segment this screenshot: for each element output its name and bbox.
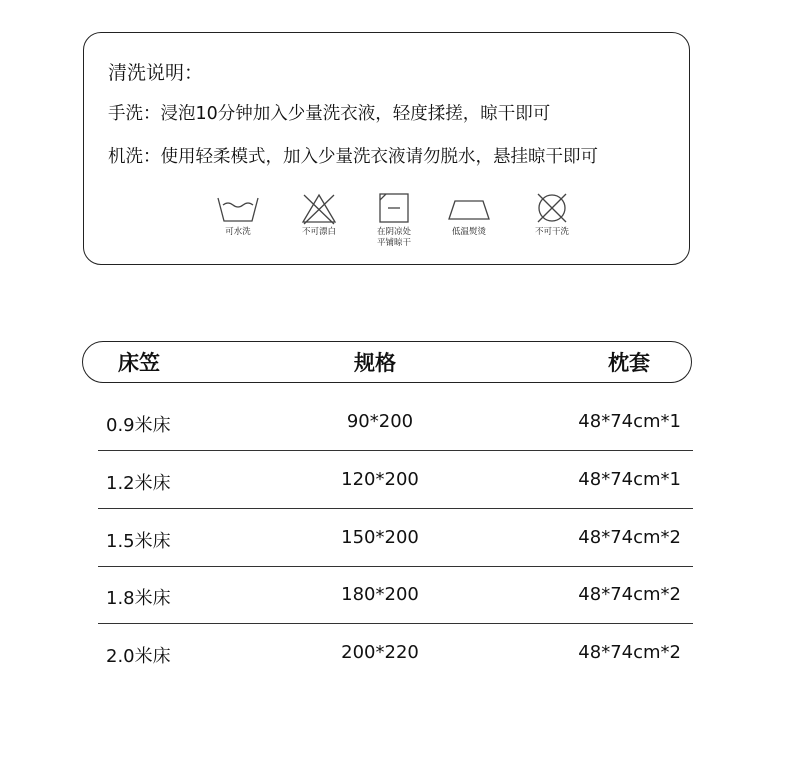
dry-flat-shade-icon xyxy=(377,191,411,225)
hand-wash-instruction: 手洗：浸泡10分钟加入少量洗衣液，轻度揉搓，晾干即可 xyxy=(108,104,551,124)
row-divider xyxy=(98,508,693,509)
pillowcase-cell: 48*74cm*1 xyxy=(578,469,681,490)
table-row xyxy=(98,625,693,682)
pillowcase-cell: 48*74cm*1 xyxy=(578,411,681,432)
no-dry-clean-icon xyxy=(534,191,570,225)
header-fitted-sheet: 床笠 xyxy=(118,351,160,375)
bed-size-cell: 1.5米床 xyxy=(106,531,171,552)
care-icon-label: 不可漂白 xyxy=(301,227,336,237)
table-row xyxy=(98,394,693,451)
row-divider xyxy=(98,450,693,451)
bed-size-cell: 1.2米床 xyxy=(106,473,171,494)
no-bleach-icon xyxy=(299,193,339,225)
care-icon-no-bleach xyxy=(284,193,354,238)
care-icon-washable xyxy=(203,193,273,238)
care-icon-low-iron xyxy=(434,193,504,238)
dimension-cell: 120*200 xyxy=(341,469,419,490)
care-icon-dry-flat-shade xyxy=(359,191,429,249)
header-size: 规格 xyxy=(354,351,396,375)
bed-size-cell: 2.0米床 xyxy=(106,646,171,667)
care-icon-label: 低温熨烫 xyxy=(451,227,486,237)
pillowcase-cell: 48*74cm*2 xyxy=(578,584,681,605)
table-row xyxy=(98,510,693,567)
washable-icon xyxy=(216,193,260,225)
bed-size-cell: 0.9米床 xyxy=(106,415,171,436)
size-table-header xyxy=(82,341,692,383)
care-icon-label: 在阴凉处 xyxy=(376,227,411,237)
care-instructions-box xyxy=(83,32,690,265)
care-title: 清洗说明： xyxy=(108,62,204,84)
pillowcase-cell: 48*74cm*2 xyxy=(578,527,681,548)
low-iron-icon xyxy=(445,193,493,225)
table-row xyxy=(98,452,693,509)
care-icon-label-line2: 平铺晾干 xyxy=(376,238,411,248)
dimension-cell: 90*200 xyxy=(346,411,414,432)
header-pillowcase: 枕套 xyxy=(608,351,650,375)
care-icon-no-dry-clean xyxy=(517,191,587,238)
dimension-cell: 150*200 xyxy=(341,527,419,548)
pillowcase-cell: 48*74cm*2 xyxy=(578,642,681,663)
machine-wash-instruction: 机洗：使用轻柔模式，加入少量洗衣液请勿脱水，悬挂晾干即可 xyxy=(108,147,598,167)
care-icon-label: 可水洗 xyxy=(225,227,251,237)
bed-size-cell: 1.8米床 xyxy=(106,588,171,609)
row-divider xyxy=(98,623,693,624)
dimension-cell: 180*200 xyxy=(341,584,419,605)
dimension-cell: 200*220 xyxy=(341,642,419,663)
care-icon-label: 不可干洗 xyxy=(534,227,569,237)
table-row xyxy=(98,567,693,624)
